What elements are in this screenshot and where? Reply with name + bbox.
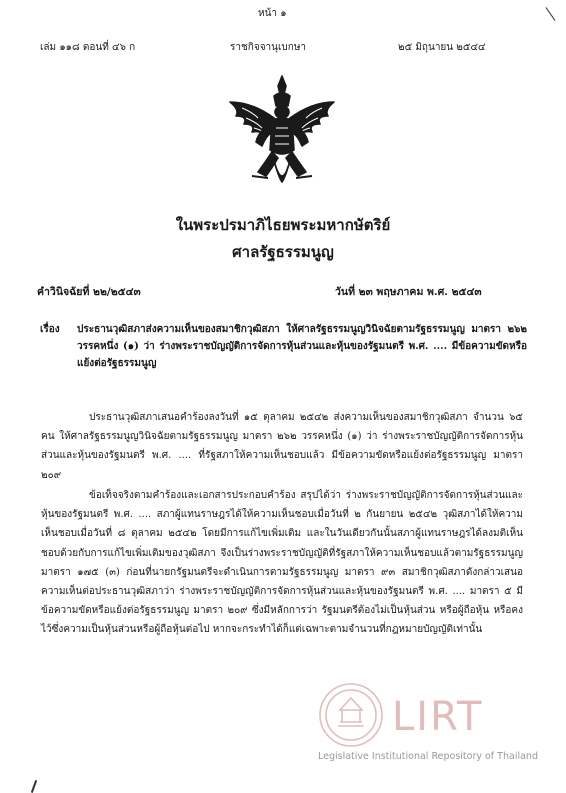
parliament-seal-icon <box>318 682 384 748</box>
body-paragraph-1 <box>41 408 523 485</box>
decision-date: วันที่ ๒๓ พฤษภาคม พ.ศ. ๒๕๔๓ <box>335 286 482 298</box>
court-title: ศาลรัฐธรรมนูญ <box>232 243 334 261</box>
scan-artifact <box>31 780 37 793</box>
page-number: หน้า ๑ <box>258 8 287 19</box>
scan-artifact <box>546 7 556 21</box>
watermark-acronym: LIRT <box>392 694 484 740</box>
decision-number: คำวินิจฉัยที่ ๒๒/๒๕๔๓ <box>37 286 141 298</box>
subject-label: เรื่อง <box>40 324 60 335</box>
paragraph-text: ประธานวุฒิสภาเสนอคำร้องลงวันที่ ๑๕ ตุลาคม ๒๕๔๒ ส่งความเห็นของสมาชิกวุฒิสภา จำนวน ๖๕ คน ให้ศาลรัฐธรรมนูญวินิจฉัยตามรัฐธรรมนูญ มาตรา ๒๖๒ วรรคหนึ่ง (๑) ว่า ร่างพระราชบัญญัติการจัดการหุ้นส่วนและหุ้นของรัฐมนตรี พ.ศ. .... ที่รัฐสภาให้ความเห็นชอบแล้ว มีข้อความขัดหรือแย้งต่อรัฐธรรมนูญ มาตรา ๒๐๙ <box>41 412 523 481</box>
body-paragraph-2 <box>41 486 523 640</box>
gazette-volume: เล่ม ๑๑๘ ตอนที่ ๔๖ ก <box>40 42 136 53</box>
gazette-date: ๒๕ มิถุนายน ๒๕๔๔ <box>398 42 486 53</box>
garuda-emblem-icon <box>222 72 342 194</box>
royal-title: ในพระปรมาภิไธยพระมหากษัตริย์ <box>175 216 391 234</box>
paragraph-text: ข้อเท็จจริงตามคำร้องและเอกสารประกอบคำร้อง สรุปได้ว่า ร่างพระราชบัญญัติการจัดการหุ้นส่วนและหุ้นของรัฐมนตรี พ.ศ. .... สภาผู้แทนราษฎรได้ให้ความเห็นชอบเมื่อวันที่ ๒ กันยายน ๒๕๔๒ วุฒิสภาได้ให้ความเห็นชอบเมื่อวันที่ ๘ ตุลาคม ๒๕๔๒ โดยมีการแก้ไขเพิ่มเติม และในวันเดียวกันนั้นสภาผู้แทนราษฎรได้ลงมติเห็นชอบด้วยกับการแก้ไขเพิ่มเติมของวุฒิสภา จึงเป็นร่างพระราชบัญญัติที่รัฐสภาให้ความเห็นชอบแล้วตามรัฐธรรมนูญ มาตรา ๑๗๕ (๓) ก่อนที่นายกรัฐมนตรีจะดำเนินการตามรัฐธรรมนูญ มาตรา ๙๓ สมาชิกวุฒิสภาดังกล่าวเสนอความเห็นต่อประธานวุฒิสภาว่า ร่างพระราชบัญญัติการจัดการหุ้นส่วนและหุ้นของรัฐมนตรี พ.ศ. .... มาตรา ๕ มีข้อความขัดหรือแย้งต่อรัฐธรรมนูญ มาตรา ๒๐๙ ซึ่งมีหลักการว่า รัฐมนตรีต้องไม่เป็นหุ้นส่วน หรือผู้ถือหุ้น หรือคงไว้ซึ่งความเป็นหุ้นส่วนหรือผู้ถือหุ้นต่อไป หากจะกระทำได้ก็แต่เฉพาะตามจำนวนที่กฎหมายบัญญัติเท่านั้น <box>41 490 523 636</box>
subject-text: ประธานวุฒิสภาส่งความเห็นของสมาชิกวุฒิสภา ให้ศาลรัฐธรรมนูญวินิจฉัยตามรัฐธรรมนูญ มาตรา ๒๖๒ วรรคหนึ่ง (๑) ว่า ร่างพระราชบัญญัติการจัดการหุ้นส่วนและหุ้นของรัฐมนตรี พ.ศ. .... มีข้อความขัดหรือแย้งต่อรัฐธรรมนูญ <box>77 324 527 369</box>
gazette-name: ราชกิจจานุเบกษา <box>230 42 307 53</box>
watermark-full-name: Legislative Institutional Repository of Thailand <box>318 751 538 762</box>
